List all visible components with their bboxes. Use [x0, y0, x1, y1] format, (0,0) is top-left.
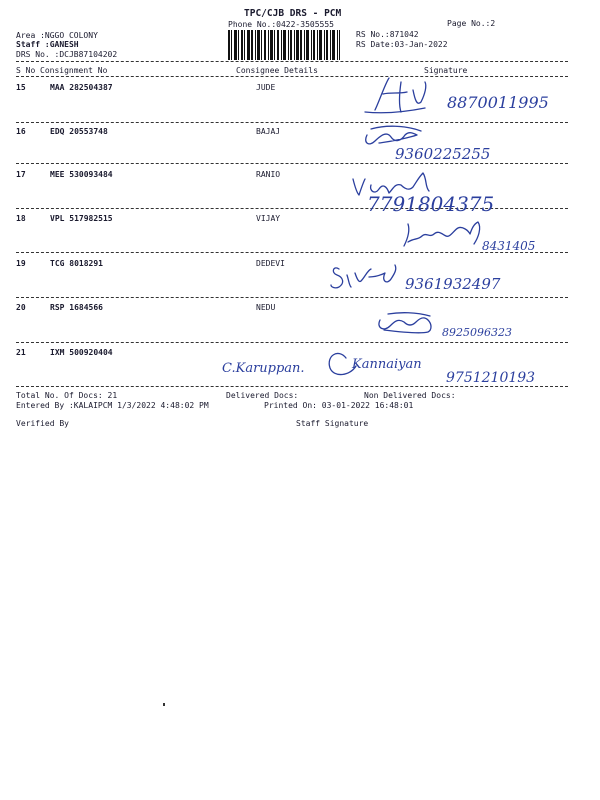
row-sno: 16 — [16, 127, 26, 136]
signature-phone-17: 7791804375 — [367, 192, 495, 215]
signature-row-21 — [218, 340, 558, 388]
scan-speck — [163, 703, 165, 706]
row-consignment: TCG 8018291 — [50, 259, 103, 268]
row-consignee: BAJAJ — [256, 127, 281, 136]
row-consignment: EDQ 20553748 — [50, 127, 108, 136]
staff-signature: Staff Signature — [296, 419, 369, 428]
phone-number: Phone No.:0422-3505555 — [228, 20, 334, 29]
signature-name-left: C.Karuppan. — [222, 361, 305, 376]
row-consignment: MAA 282504387 — [50, 83, 113, 92]
signature-row-18 — [398, 212, 568, 257]
barcode — [228, 30, 340, 60]
signature-row-17 — [345, 165, 565, 215]
entered-by: Entered By :KALAIPCM 1/3/2022 4:48:02 PM — [16, 401, 209, 410]
signature-phone-20: 8925096323 — [442, 326, 512, 339]
col-signature-header: Signature — [424, 66, 468, 75]
col-consignee-header: Consignee Details — [236, 66, 318, 75]
drs-number: DRS No. :DCJB87104202 — [16, 50, 118, 59]
rs-number: RS No.:871042 — [356, 30, 419, 39]
signature-phone-19: 9361932497 — [405, 275, 501, 293]
page-number: Page No.:2 — [447, 19, 496, 28]
row-consignment: RSP 1684566 — [50, 303, 103, 312]
verified-by: Verified By — [16, 419, 69, 428]
area-label: Area :NGGO COLONY — [16, 31, 98, 40]
signature-row-20 — [370, 302, 550, 344]
row-sno: 21 — [16, 348, 26, 357]
row-consignee: RANIO — [256, 170, 281, 179]
rs-date: RS Date:03-Jan-2022 — [356, 40, 448, 49]
row-consignee: DEDEVI — [256, 259, 285, 268]
row-sno: 15 — [16, 83, 26, 92]
staff-label: Staff :GANESH — [16, 40, 79, 49]
signature-name-right: Kannaiyan — [352, 357, 422, 372]
col-consignment-header: Consignment No — [40, 66, 108, 75]
row-consignment: VPL 517982515 — [50, 214, 113, 223]
signature-phone-16: 9360225255 — [395, 145, 491, 163]
col-sno-header: S No — [16, 66, 36, 75]
row-consignee: JUDE — [256, 83, 276, 92]
total-docs: Total No. Of Docs: 21 — [16, 391, 118, 400]
signature-phone-18: 8431405 — [482, 239, 536, 253]
row-consignee: NEDU — [256, 303, 276, 312]
divider — [16, 61, 568, 62]
row-consignee: VIJAY — [256, 214, 281, 223]
signature-row-16 — [355, 115, 555, 165]
document-title: TPC/CJB DRS - PCM — [244, 8, 342, 19]
signature-row-19 — [325, 255, 545, 300]
signature-phone-15: 8870011995 — [447, 93, 549, 112]
signature-phone-21: 9751210193 — [446, 370, 536, 386]
delivered-docs: Delivered Docs: — [226, 391, 299, 400]
row-sno: 20 — [16, 303, 26, 312]
row-sno: 18 — [16, 214, 26, 223]
row-consignment: IXM 500920404 — [50, 348, 113, 357]
printed-on: Printed On: 03-01-2022 16:48:01 — [264, 401, 414, 410]
row-consignment: MEE 530093484 — [50, 170, 113, 179]
row-sno: 17 — [16, 170, 26, 179]
row-sno: 19 — [16, 259, 26, 268]
non-delivered-docs: Non Delivered Docs: — [364, 391, 456, 400]
